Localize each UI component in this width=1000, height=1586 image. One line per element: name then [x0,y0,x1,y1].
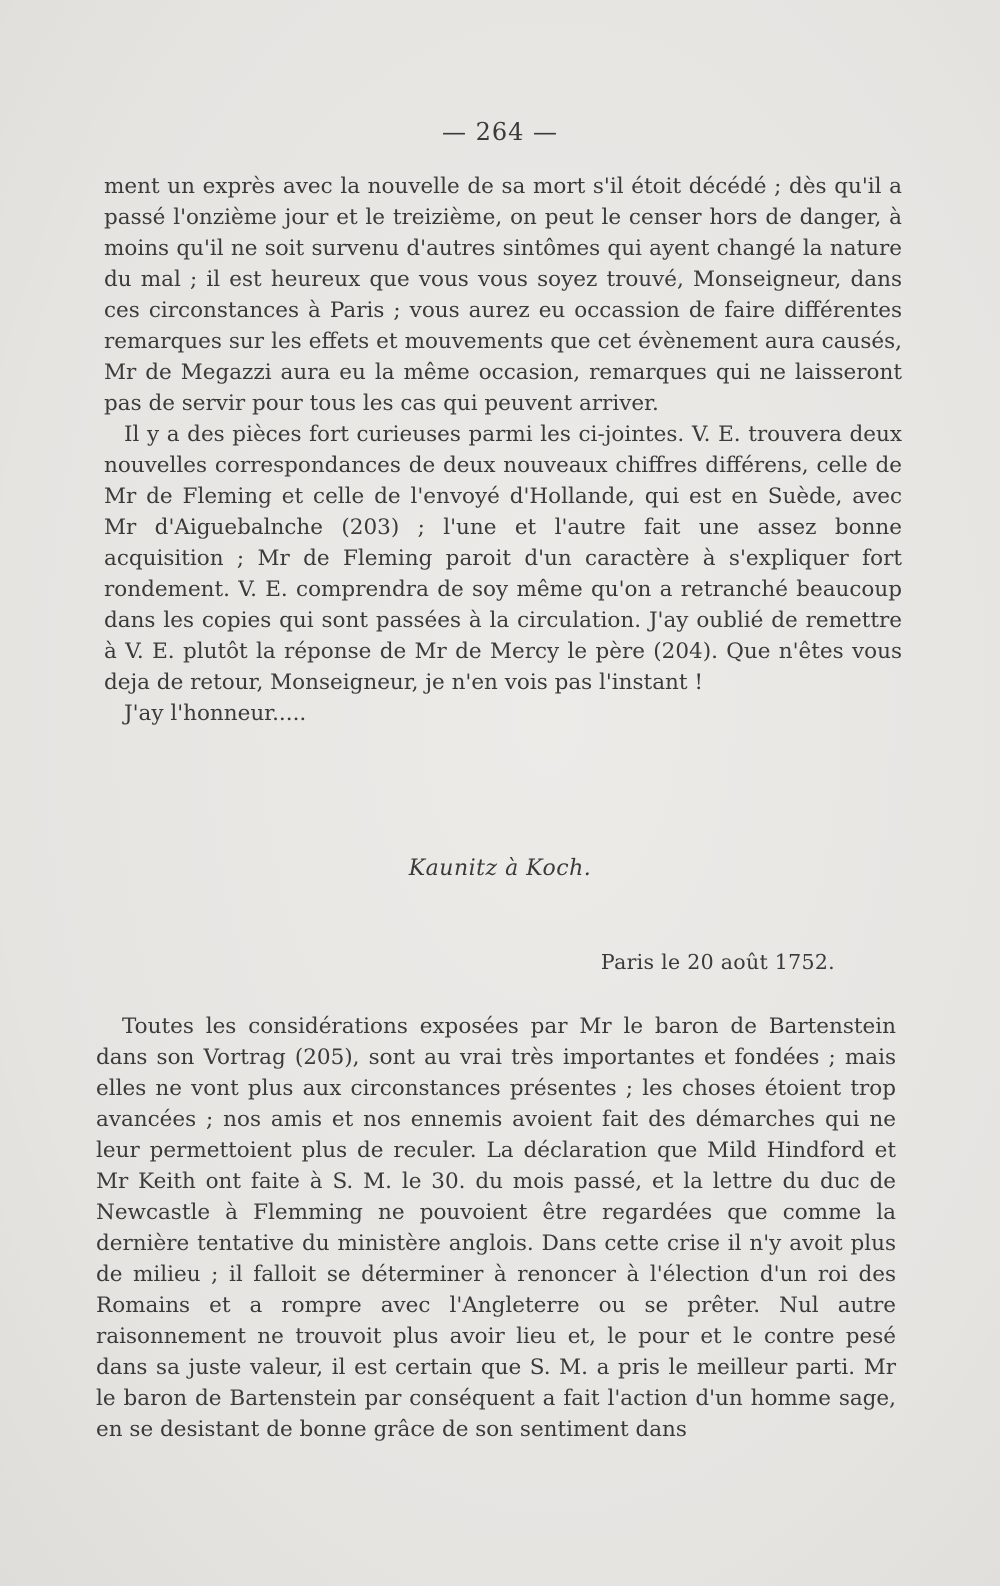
letter-dateline: Paris le 20 août 1752. [600,950,835,974]
paragraph: ment un exprès avec la nouvelle de sa mort s'il étoit décédé ; dès qu'il a passé l'onzième jour et le treizième, on peut le censer hors de danger, à moins qu'il ne soit survenu d'autres sintômes qui ayent changé la nature du mal ; il est heureux que vous vous soyez trouvé, Monseigneur, dans ces circonstances à Paris ; vous aurez eu occassion de faire différentes remarques sur les effets et mouvements que cet évènement aura causés, Mr de Megazzi aura eu la même occasion, remarques qui ne laisseront pas de servir pour tous les cas qui peuvent arriver. [104,174,902,416]
letter-closing: J'ay l'honneur..... [124,701,307,726]
letter-body-continued [104,171,902,729]
letter-body [96,1011,896,1445]
page-number: — 264 — [441,118,559,146]
paragraph: Il y a des pièces fort curieuses parmi les ci-jointes. V. E. trouvera deux nouvelles correspondances de deux nouveaux chiffres différens, celle de Mr de Fleming et celle de l'envoyé d'Hollande, qui est en Suède, avec Mr d'Aiguebalnche (203) ; l'une et l'autre fait une assez bonne acquisition ; Mr de Fleming paroit d'un caractère à s'expliquer fort rondement. V. E. comprendra de soy même qu'on a retranché beaucoup dans les copies qui sont passées à la circulation. J'ay oublié de remettre à V. E. plutôt la réponse de Mr de Mercy le père (204). Que n'êtes vous deja de retour, Monseigneur, je n'en vois pas l'instant ! [104,422,902,695]
paragraph: Toutes les considérations exposées par Mr le baron de Bartenstein dans son Vortrag (205), sont au vrai très importantes et fondées ; mais elles ne vont plus aux circonstances présentes ; les choses étoient trop avancées ; nos amis et nos ennemis avoient fait des démarches qui ne leur permettoient plus de reculer. La déclaration que Mild Hindford et Mr Keith ont faite à S. M. le 30. du mois passé, et la lettre du duc de Newcastle à Flemming ne pouvoient être regardées que comme la dernière tentative du ministère anglois. Dans cette crise il n'y avoit plus de milieu ; il falloit se déterminer à renoncer à l'élection d'un roi des Romains et a rompre avec l'Angleterre ou se prêter. Nul autre raisonnement ne trouvoit plus avoir lieu et, le pour et le contre pesé dans sa juste valeur, il est certain que S. M. a pris le meilleur parti. Mr le baron de Bartenstein par conséquent a fait l'action d'un homme sage, en se desistant de bonne grâce de son sentiment dans [96,1014,896,1442]
letter-heading: Kaunitz à Koch. [408,856,592,881]
